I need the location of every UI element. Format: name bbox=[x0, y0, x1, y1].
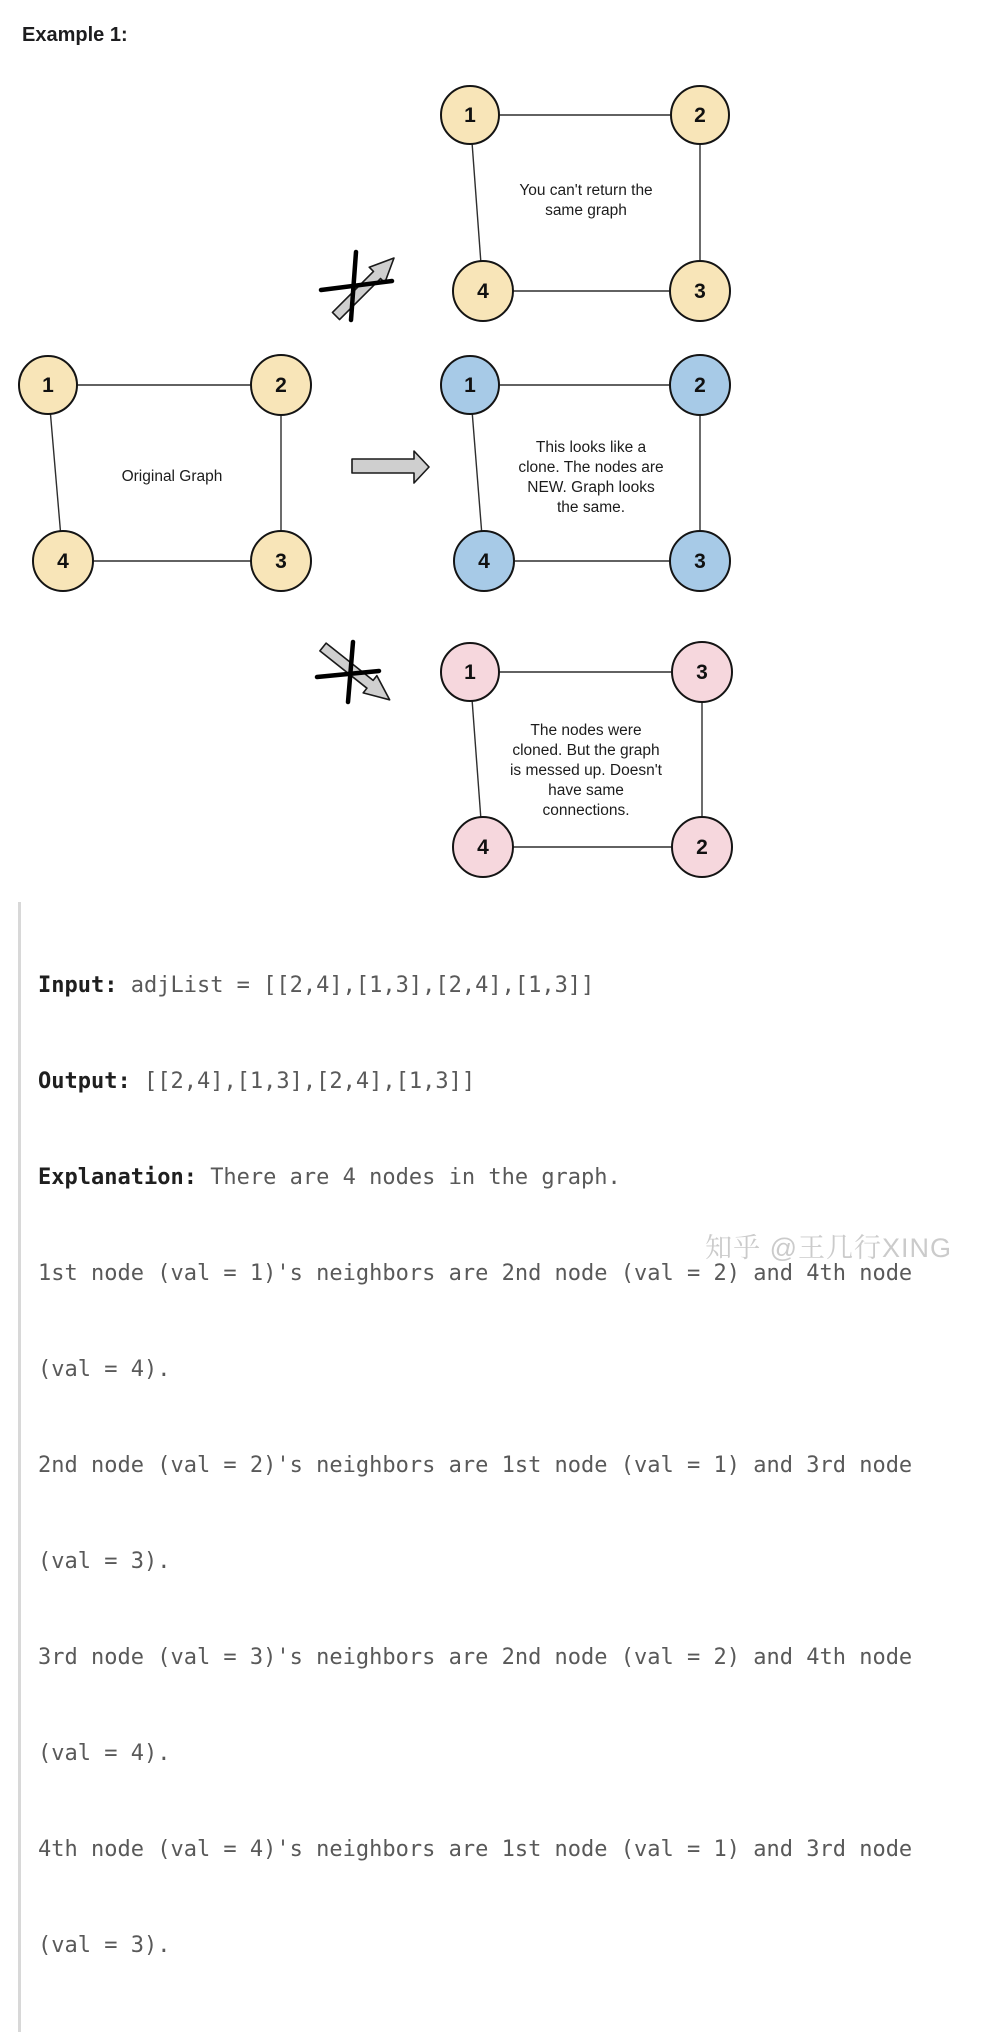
clone-graph-illustration bbox=[0, 0, 988, 880]
graph-caption-line: the same. bbox=[556, 499, 626, 516]
graph-rejected-same bbox=[441, 86, 730, 321]
node-label: 3 bbox=[275, 550, 287, 573]
explanation-text-line: (val = 4). bbox=[38, 1741, 171, 1766]
graph-caption-line: NEW. Graph looks bbox=[527, 479, 655, 496]
explanation-line bbox=[38, 1162, 958, 1194]
node-label: 1 bbox=[464, 661, 476, 684]
crossed-arrow-up-icon bbox=[321, 250, 402, 324]
node-label: 2 bbox=[694, 104, 706, 127]
graph-clone bbox=[441, 355, 730, 591]
explanation-text-line: (val = 3). bbox=[38, 1549, 171, 1574]
graph-messed-up bbox=[441, 642, 732, 877]
output-label: Output: bbox=[38, 1069, 144, 1094]
graph-original bbox=[19, 355, 311, 591]
input-label: Input: bbox=[38, 973, 131, 998]
graph-caption-line: This looks like a bbox=[535, 439, 647, 456]
input-value: adjList = [[2,4],[1,3],[2,4],[1,3]] bbox=[130, 973, 595, 998]
graph-caption-line: clone. The nodes are bbox=[518, 459, 664, 476]
node-label: 2 bbox=[694, 374, 706, 397]
crossed-arrow-down-icon bbox=[316, 638, 396, 708]
example-heading: Example 1: bbox=[22, 24, 128, 46]
zhihu-watermark: 知乎 @王几行XING bbox=[705, 1233, 952, 1263]
explanation-text-line: 2nd node (val = 2)'s neighbors are 1st node (val = 1) and 3rd node bbox=[38, 1453, 913, 1478]
input-line bbox=[38, 970, 958, 1002]
node-label: 1 bbox=[42, 374, 54, 397]
graph-caption-line: have same bbox=[548, 782, 624, 799]
output-value: [[2,4],[1,3],[2,4],[1,3]] bbox=[143, 1069, 476, 1094]
explanation-value: There are 4 nodes in the graph. bbox=[210, 1165, 621, 1190]
node-label: 3 bbox=[694, 550, 706, 573]
explanation-label: Explanation: bbox=[38, 1165, 211, 1190]
node-label: 4 bbox=[57, 550, 69, 573]
graph-caption-line: The nodes were bbox=[530, 722, 642, 739]
cross-stroke bbox=[317, 671, 379, 677]
explanation-text-line: 3rd node (val = 3)'s neighbors are 2nd node (val = 2) and 4th node bbox=[38, 1645, 913, 1670]
graph-caption-line: is messed up. Doesn't bbox=[509, 762, 663, 779]
node-label: 1 bbox=[464, 374, 476, 397]
right-arrow-icon bbox=[352, 451, 429, 483]
explanation-text-line: (val = 4). bbox=[38, 1357, 171, 1382]
node-label: 3 bbox=[696, 661, 708, 684]
node-label: 4 bbox=[477, 836, 489, 859]
output-line bbox=[38, 1066, 958, 1098]
graph-caption-line: same graph bbox=[545, 202, 627, 219]
explanation-text-line: (val = 3). bbox=[38, 1933, 171, 1958]
node-label: 4 bbox=[478, 550, 490, 573]
node-label: 3 bbox=[694, 280, 706, 303]
graph-caption-line: You can't return the bbox=[519, 182, 653, 199]
graph-caption-line: cloned. But the graph bbox=[512, 742, 660, 759]
explanation-text-line: 4th node (val = 4)'s neighbors are 1st node (val = 1) and 3rd node bbox=[38, 1837, 913, 1862]
node-label: 2 bbox=[275, 374, 287, 397]
example-io-block bbox=[18, 902, 958, 2032]
node-label: 2 bbox=[696, 836, 708, 859]
graph-caption-line: connections. bbox=[542, 802, 630, 819]
graph-caption-line: Original Graph bbox=[121, 468, 223, 485]
node-label: 1 bbox=[464, 104, 476, 127]
node-label: 4 bbox=[477, 280, 489, 303]
explanation-text-line: 1st node (val = 1)'s neighbors are 2nd node (val = 2) and 4th node bbox=[38, 1261, 913, 1286]
